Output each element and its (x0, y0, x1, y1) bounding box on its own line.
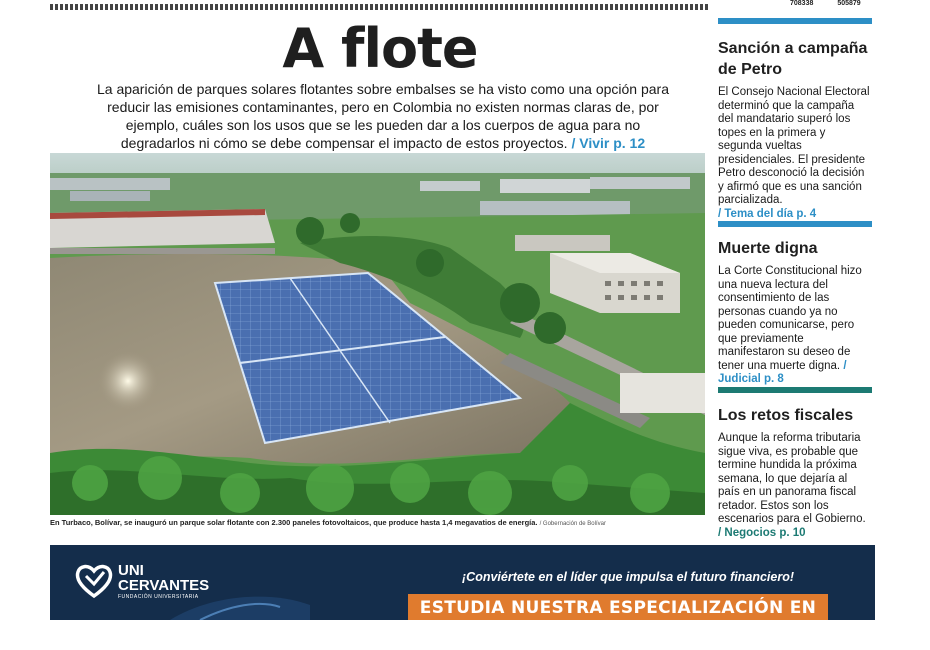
ad-brand-line1: UNI (118, 562, 144, 579)
caption-text: En Turbaco, Bolívar, se inauguró un parque solar flotante con 2.300 paneles fotovoltaicos, que produce hasta 1,4 megavatios de energía. (50, 518, 538, 527)
ad-brand-line2: CERVANTES (118, 577, 210, 594)
story-title: Muerte digna (718, 240, 818, 257)
sidebar-story-muerte-digna[interactable] (718, 221, 872, 387)
main-dek (88, 80, 678, 152)
ad-brand-sub: FUNDACIÓN UNIVERSITARIA (118, 594, 199, 600)
story-title: Los retos fiscales (718, 407, 854, 424)
story-divider (718, 387, 872, 393)
story-title: Sanción a campaña de Petro (718, 40, 868, 78)
dek-link[interactable]: / Vivir p. 12 (571, 135, 646, 151)
story-body (718, 265, 872, 387)
story-text: La Corte Constitucional hizo una nueva lectura del consentimiento de las personas cuando ya no pueden comunicarse, pero que previamente manifestaron su deseo de tener una muerte digna. (718, 265, 862, 372)
sidebar-story-petro[interactable] (718, 38, 872, 221)
story-link[interactable]: / Tema del día p. 4 (718, 207, 817, 220)
story-body (718, 432, 872, 540)
top-code: 505879 (837, 0, 861, 7)
ad-brand (118, 563, 209, 593)
dek-text: La aparición de parques solares flotantes sobre embalses se ha visto como una opción para reducir las emisiones contaminantes, pero en Colombia no existen normas claras de, por ejemplo, cuáles son los usos que se les pueden dar a los cuerpos de agua para no degradarlos ni cómo se debe compensar el impacto de estos proyectos. (96, 81, 669, 151)
top-code: 708338 (790, 0, 814, 7)
story-link[interactable]: / Judicial p. 8 (718, 359, 847, 385)
main-photo[interactable] (50, 153, 705, 515)
sidebar-top-bar (718, 18, 872, 24)
top-rule (50, 4, 710, 10)
photo-credit: / Gobernación de Bolívar (539, 521, 606, 527)
story-text: El Consejo Nacional Electoral determinó que la campaña del mandatario superó los topes en la primera y segunda vueltas presidenciales. El presidente Petro desconoció la decisión y afirmó que es una sanción parcializada. (718, 86, 870, 206)
sidebar-story-retos-fiscales[interactable] (718, 387, 872, 540)
story-text: Aunque la reforma tributaria sigue viva, es probable que termine hundida la próxima semana, lo que dejaría al país en un panorama fiscal retador. Estos son los escenarios para el Gobierno. (718, 432, 866, 525)
ad-slogan: ¡Conviértete en el líder que impulsa el futuro financiero! (462, 570, 795, 584)
heart-logo-icon (74, 562, 114, 600)
main-headline: A flote (282, 17, 478, 80)
ad-cta-button[interactable]: ESTUDIA NUESTRA ESPECIALIZACIÓN EN FINANZAS (408, 594, 828, 620)
top-codes (790, 0, 883, 7)
story-link[interactable]: / Negocios p. 10 (718, 526, 806, 539)
photo-caption (50, 518, 710, 527)
story-body (718, 86, 872, 221)
story-divider (718, 221, 872, 227)
